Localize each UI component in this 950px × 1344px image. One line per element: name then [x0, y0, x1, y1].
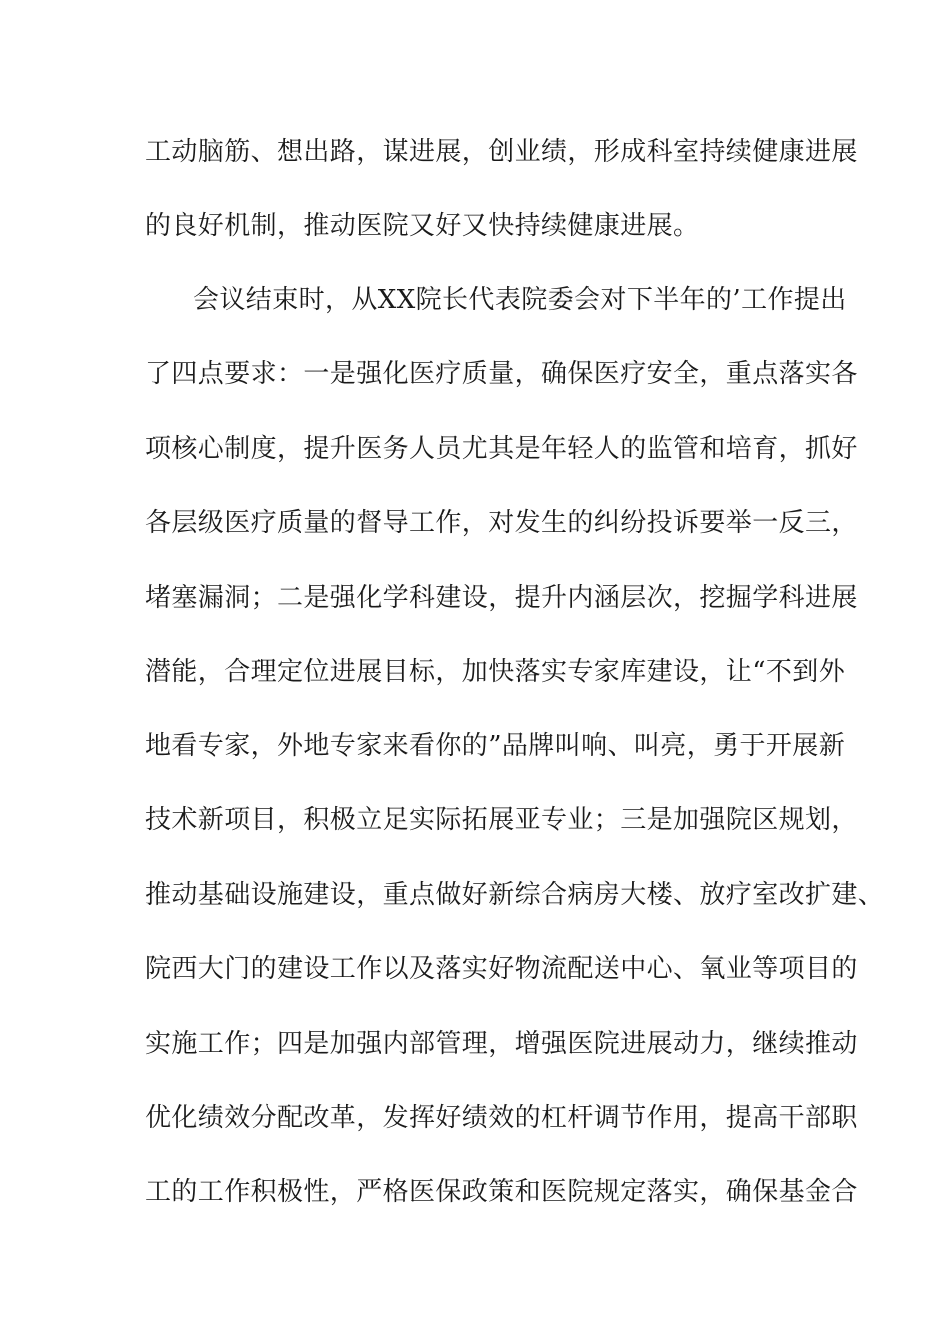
text-line: 项核心制度，提升医务人员尤其是年轻人的监管和培育，抓好 [145, 434, 858, 464]
text-line: 技术新项目，积极立足实际拓展亚专业；三是加强院区规划， [145, 805, 858, 835]
text-line: 的良好机制，推动医院又好又快持续健康进展。 [145, 211, 700, 241]
text-line: 工动脑筋、想出路，谋进展，创业绩，形成科室持续健康进展 [145, 137, 858, 167]
text-line: 地看专家，外地专家来看你的”品牌叫响、叫亮，勇于开展新 [145, 731, 846, 761]
text-line: 院西大门的建设工作以及落实好物流配送中心、氧业等项目的 [145, 954, 858, 984]
text-line: 潜能，合理定位进展目标，加快落实专家库建设，让“不到外 [145, 657, 846, 687]
text-line: 各层级医疗质量的督导工作，对发生的纠纷投诉要举一反三， [145, 508, 858, 538]
text-line: 工的工作积极性，严格医保政策和医院规定落实，确保基金合 [145, 1177, 858, 1207]
text-line: 实施工作；四是加强内部管理，增强医院进展动力，继续推动 [145, 1029, 858, 1059]
text-line: 优化绩效分配改革，发挥好绩效的杠杆调节作用，提高干部职 [145, 1103, 858, 1133]
text-line: 堵塞漏洞；二是强化学科建设，提升内涵层次，挖掘学科进展 [145, 583, 858, 613]
text-line: 推动基础设施建设，重点做好新综合病房大楼、放疗室改扩建、 [145, 880, 885, 910]
paragraph-first-line: 会议结束时，从XX院长代表院委会对下半年的’工作提出 [193, 285, 847, 315]
text-line: 了四点要求：一是强化医疗质量，确保医疗安全，重点落实各 [145, 359, 858, 389]
